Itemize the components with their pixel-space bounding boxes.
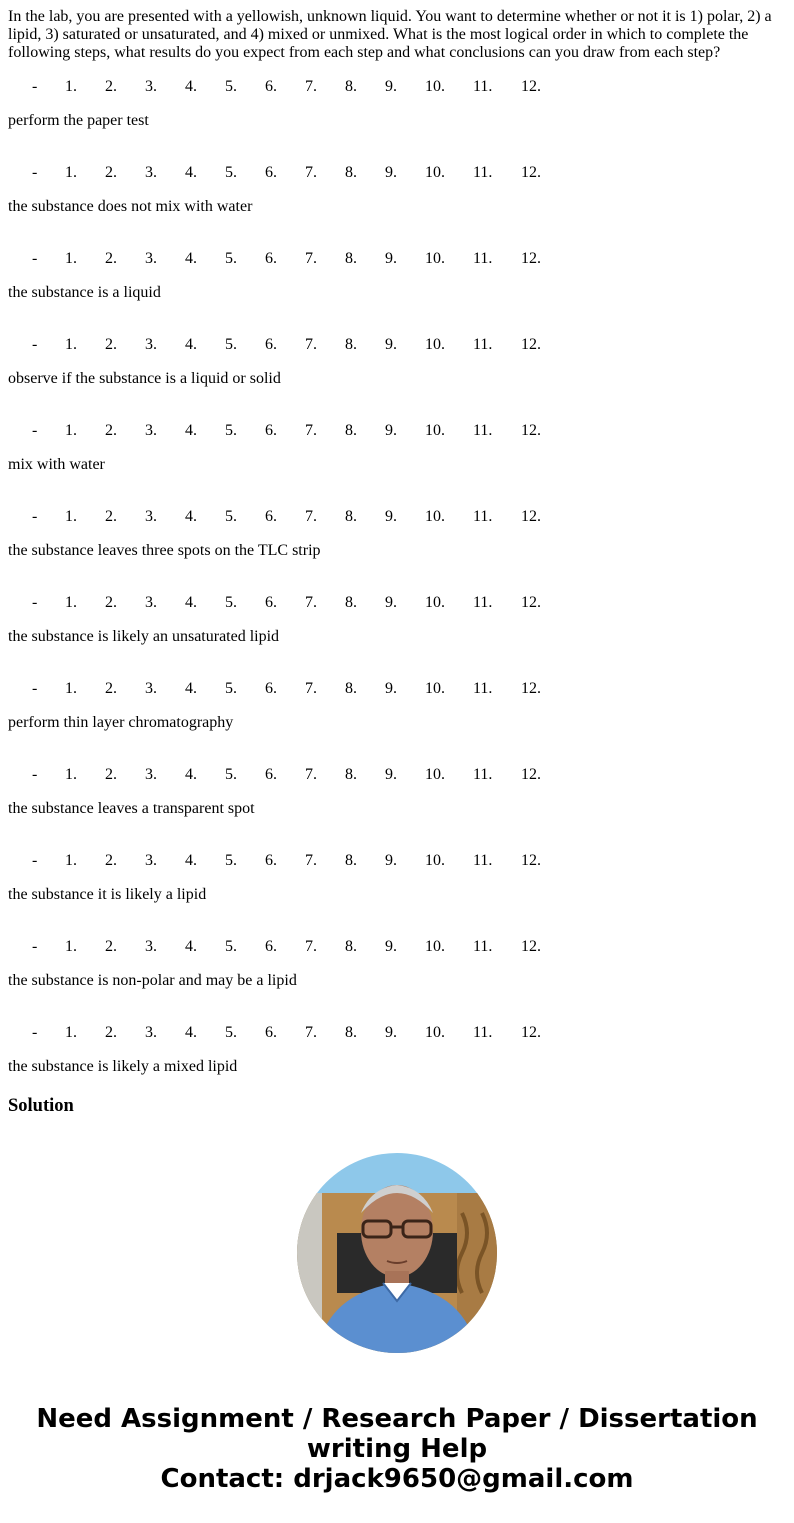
order-option[interactable]: 10. [425, 594, 445, 611]
order-option[interactable]: 8. [345, 680, 357, 697]
order-option[interactable]: - [32, 422, 38, 439]
order-option[interactable]: 1. [65, 938, 77, 955]
order-option[interactable]: 8. [345, 250, 357, 267]
order-option[interactable]: 10. [425, 422, 445, 439]
order-option[interactable]: 6. [265, 508, 277, 525]
order-option[interactable]: 10. [425, 78, 445, 95]
step-text: the substance is non-polar and may be a lipid [8, 972, 297, 989]
order-option[interactable]: 5. [225, 422, 237, 439]
order-option[interactable]: - [32, 164, 38, 181]
step-order-options [0, 851, 600, 871]
order-option[interactable]: 10. [425, 680, 445, 697]
author-avatar [297, 1153, 497, 1353]
order-option[interactable]: 11. [473, 766, 493, 783]
order-option[interactable]: 12. [521, 250, 541, 267]
order-option[interactable]: 8. [345, 422, 357, 439]
order-option[interactable]: 5. [225, 938, 237, 955]
order-option[interactable]: 2. [105, 852, 117, 869]
order-option[interactable]: 7. [305, 78, 317, 95]
order-option[interactable]: 10. [425, 250, 445, 267]
step-text: the substance leaves three spots on the TLC strip [8, 542, 321, 559]
order-option[interactable]: 1. [65, 250, 77, 267]
order-option[interactable]: 6. [265, 250, 277, 267]
order-option[interactable]: 12. [521, 1024, 541, 1041]
order-option[interactable]: 9. [385, 250, 397, 267]
order-option[interactable]: 2. [105, 1024, 117, 1041]
step-order-options [0, 77, 600, 97]
order-option[interactable]: 12. [521, 78, 541, 95]
order-option[interactable]: 5. [225, 250, 237, 267]
order-option[interactable]: 7. [305, 594, 317, 611]
order-option[interactable]: 12. [521, 508, 541, 525]
order-option[interactable]: 7. [305, 422, 317, 439]
order-option[interactable]: 8. [345, 1024, 357, 1041]
order-option[interactable]: 6. [265, 422, 277, 439]
step-text: perform thin layer chromatography [8, 714, 234, 731]
order-option[interactable]: 4. [185, 594, 197, 611]
order-option[interactable]: 12. [521, 336, 541, 353]
step-order-options [0, 249, 600, 269]
order-option[interactable]: 9. [385, 422, 397, 439]
step-text: the substance is a liquid [8, 284, 161, 301]
order-option[interactable]: 8. [345, 78, 357, 95]
order-option[interactable]: 5. [225, 766, 237, 783]
footer-line-1: Need Assignment / Research Paper / Dissertation [36, 1404, 758, 1434]
order-option[interactable]: 1. [65, 422, 77, 439]
order-option[interactable]: 8. [345, 852, 357, 869]
order-option[interactable]: 8. [345, 766, 357, 783]
order-option[interactable]: 2. [105, 766, 117, 783]
step-text: the substance does not mix with water [8, 198, 253, 215]
order-option[interactable]: 11. [473, 78, 493, 95]
order-option[interactable]: 3. [145, 594, 157, 611]
order-option[interactable]: 7. [305, 336, 317, 353]
order-option[interactable]: 2. [105, 422, 117, 439]
order-option[interactable]: 11. [473, 508, 493, 525]
order-option[interactable]: 6. [265, 766, 277, 783]
order-option[interactable]: 2. [105, 680, 117, 697]
order-option[interactable]: 6. [265, 1024, 277, 1041]
order-option[interactable]: 4. [185, 680, 197, 697]
step-text: the substance is likely a mixed lipid [8, 1058, 238, 1075]
order-option[interactable]: 11. [473, 1024, 493, 1041]
order-option[interactable]: - [32, 766, 38, 783]
order-option[interactable]: 1. [65, 852, 77, 869]
order-option[interactable]: 3. [145, 680, 157, 697]
order-option[interactable]: 12. [521, 766, 541, 783]
order-option[interactable]: - [32, 78, 38, 95]
order-option[interactable]: 9. [385, 508, 397, 525]
order-option[interactable]: 4. [185, 78, 197, 95]
step-order-options [0, 421, 600, 441]
order-option[interactable]: 9. [385, 336, 397, 353]
order-option[interactable]: - [32, 852, 38, 869]
step-order-options [0, 507, 600, 527]
order-option[interactable]: 3. [145, 1024, 157, 1041]
order-option[interactable]: 10. [425, 508, 445, 525]
order-option[interactable]: 8. [345, 594, 357, 611]
order-option[interactable]: 4. [185, 766, 197, 783]
order-option[interactable]: 4. [185, 250, 197, 267]
order-option[interactable]: 2. [105, 938, 117, 955]
order-option[interactable]: - [32, 1024, 38, 1041]
order-option[interactable]: 1. [65, 1024, 77, 1041]
order-option[interactable]: 3. [145, 508, 157, 525]
order-option[interactable]: 11. [473, 164, 493, 181]
order-option[interactable]: 2. [105, 164, 117, 181]
order-option[interactable]: 11. [473, 594, 493, 611]
order-option[interactable]: 7. [305, 852, 317, 869]
order-option[interactable]: 7. [305, 766, 317, 783]
order-option[interactable]: 2. [105, 594, 117, 611]
order-option[interactable]: 3. [145, 250, 157, 267]
order-option[interactable]: 5. [225, 680, 237, 697]
order-option[interactable]: 6. [265, 680, 277, 697]
order-option[interactable]: 4. [185, 508, 197, 525]
order-option[interactable]: 6. [265, 852, 277, 869]
step-text: the substance it is likely a lipid [8, 886, 207, 903]
solution-heading: Solution [8, 1096, 74, 1116]
order-option[interactable]: 2. [105, 250, 117, 267]
order-option[interactable]: 11. [473, 336, 493, 353]
order-option[interactable]: 9. [385, 938, 397, 955]
order-option[interactable]: 5. [225, 594, 237, 611]
order-option[interactable]: - [32, 594, 38, 611]
step-order-options [0, 679, 600, 699]
order-option[interactable]: 5. [225, 508, 237, 525]
order-option[interactable]: 9. [385, 78, 397, 95]
order-option[interactable]: 10. [425, 336, 445, 353]
order-option[interactable]: 4. [185, 938, 197, 955]
order-option[interactable]: 6. [265, 938, 277, 955]
order-option[interactable]: 9. [385, 594, 397, 611]
order-option[interactable]: 4. [185, 164, 197, 181]
step-text: perform the paper test [8, 112, 149, 129]
order-option[interactable]: 4. [185, 336, 197, 353]
order-option[interactable]: 6. [265, 164, 277, 181]
order-option[interactable]: 4. [185, 852, 197, 869]
order-option[interactable]: 12. [521, 852, 541, 869]
order-option[interactable]: 10. [425, 852, 445, 869]
footer-promo [0, 1404, 794, 1494]
order-option[interactable]: 9. [385, 680, 397, 697]
order-option[interactable]: - [32, 508, 38, 525]
order-option[interactable]: 7. [305, 164, 317, 181]
step-text: observe if the substance is a liquid or solid [8, 370, 281, 387]
order-option[interactable]: 6. [265, 594, 277, 611]
order-option[interactable]: 5. [225, 852, 237, 869]
order-option[interactable]: 12. [521, 422, 541, 439]
step-text: the substance is likely an unsaturated lipid [8, 628, 280, 645]
order-option[interactable]: 7. [305, 938, 317, 955]
order-option[interactable]: 1. [65, 78, 77, 95]
order-option[interactable]: 12. [521, 164, 541, 181]
order-option[interactable]: 10. [425, 766, 445, 783]
footer-line-2: writing Help [306, 1434, 488, 1464]
order-option[interactable]: 11. [473, 938, 493, 955]
order-option[interactable]: 7. [305, 250, 317, 267]
order-option[interactable]: 9. [385, 1024, 397, 1041]
order-option[interactable]: 2. [105, 336, 117, 353]
order-option[interactable]: 7. [305, 680, 317, 697]
order-option[interactable]: 2. [105, 508, 117, 525]
order-option[interactable]: 1. [65, 164, 77, 181]
order-option[interactable]: 5. [225, 1024, 237, 1041]
avatar-portrait [297, 1153, 497, 1353]
order-option[interactable]: 10. [425, 164, 445, 181]
order-option[interactable]: 1. [65, 680, 77, 697]
order-option[interactable]: 4. [185, 1024, 197, 1041]
step-order-options [0, 163, 600, 183]
order-option[interactable]: 4. [185, 422, 197, 439]
order-option[interactable]: 10. [425, 1024, 445, 1041]
order-option[interactable]: - [32, 250, 38, 267]
order-option[interactable]: 1. [65, 336, 77, 353]
step-order-options [0, 937, 600, 957]
order-option[interactable]: 1. [65, 766, 77, 783]
question-text: In the lab, you are presented with a yellowish, unknown liquid. You want to determine whether or not it is 1) polar, 2) a lipid, 3) saturated or unsaturated, and 4) mixed or unmixed. What is the most logical order in which to complete the following steps, what results do you expect from each step and what conclusions can you draw from each step? [8, 8, 772, 61]
order-option[interactable]: 12. [521, 680, 541, 697]
order-option[interactable]: - [32, 680, 38, 697]
order-option[interactable]: 5. [225, 336, 237, 353]
order-option[interactable]: 6. [265, 336, 277, 353]
order-option[interactable]: 11. [473, 852, 493, 869]
order-option[interactable]: 8. [345, 938, 357, 955]
order-option[interactable]: 9. [385, 766, 397, 783]
order-option[interactable]: 9. [385, 164, 397, 181]
order-option[interactable]: 8. [345, 508, 357, 525]
order-option[interactable]: 11. [473, 422, 493, 439]
order-option[interactable]: 7. [305, 508, 317, 525]
order-option[interactable]: - [32, 336, 38, 353]
step-text: mix with water [8, 456, 105, 473]
order-option[interactable]: 3. [145, 852, 157, 869]
order-option[interactable]: 9. [385, 852, 397, 869]
order-option[interactable]: 5. [225, 164, 237, 181]
order-option[interactable]: 1. [65, 508, 77, 525]
order-option[interactable]: 6. [265, 78, 277, 95]
order-option[interactable]: - [32, 938, 38, 955]
order-option[interactable]: 11. [473, 680, 493, 697]
order-option[interactable]: 5. [225, 78, 237, 95]
order-option[interactable]: 3. [145, 336, 157, 353]
step-order-options [0, 765, 600, 785]
order-option[interactable]: 7. [305, 1024, 317, 1041]
footer-line-contact: Contact: drjack9650@gmail.com [160, 1464, 634, 1494]
order-option[interactable]: 2. [105, 78, 117, 95]
order-option[interactable]: 1. [65, 594, 77, 611]
order-option[interactable]: 3. [145, 422, 157, 439]
order-option[interactable]: 3. [145, 766, 157, 783]
order-option[interactable]: 8. [345, 164, 357, 181]
order-option[interactable]: 3. [145, 78, 157, 95]
step-order-options [0, 593, 600, 613]
order-option[interactable]: 10. [425, 938, 445, 955]
order-option[interactable]: 3. [145, 938, 157, 955]
order-option[interactable]: 12. [521, 938, 541, 955]
order-option[interactable]: 12. [521, 594, 541, 611]
step-order-options [0, 1023, 600, 1043]
order-option[interactable]: 11. [473, 250, 493, 267]
order-option[interactable]: 3. [145, 164, 157, 181]
step-order-options [0, 335, 600, 355]
order-option[interactable]: 8. [345, 336, 357, 353]
step-text: the substance leaves a transparent spot [8, 800, 255, 817]
